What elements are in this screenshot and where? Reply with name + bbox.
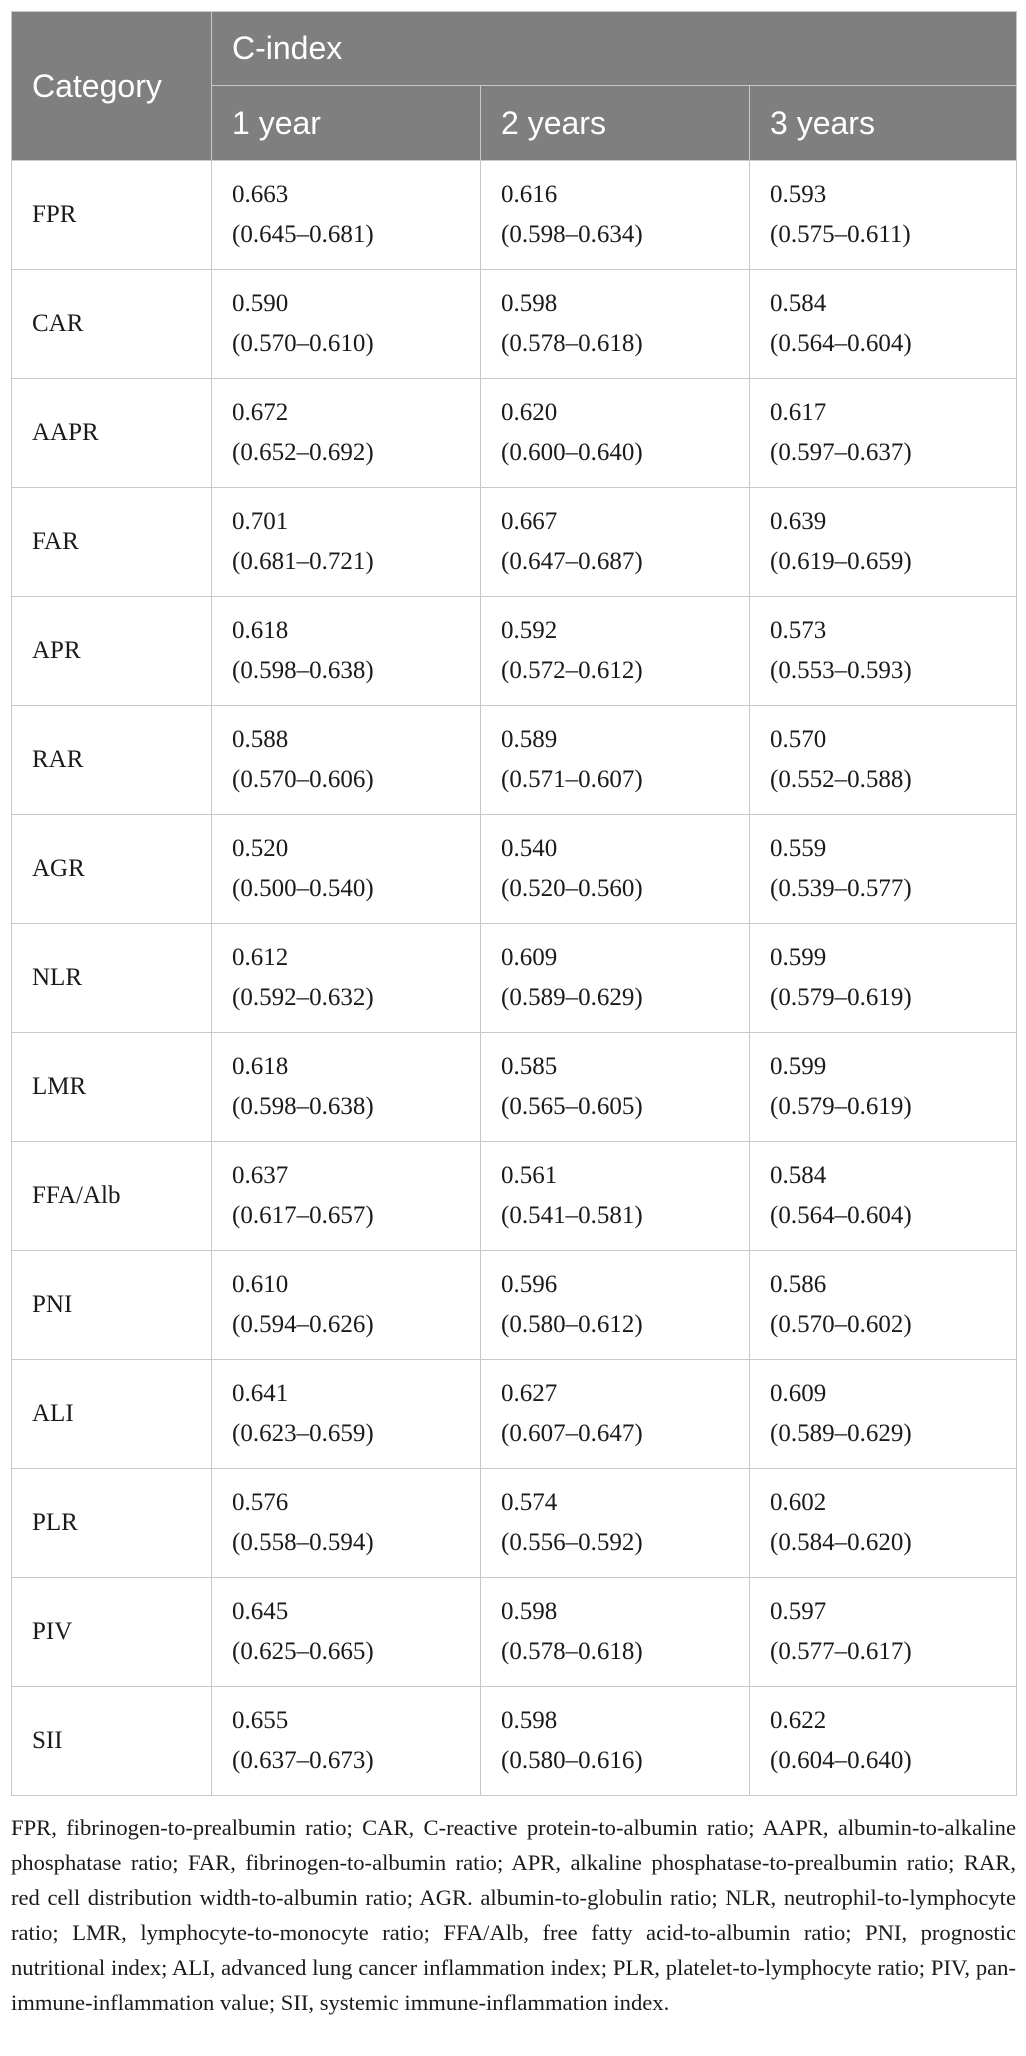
c-index-value: 0.599 [770, 1053, 827, 1080]
c-index-cell [212, 706, 481, 815]
c-index-cell [481, 1142, 750, 1251]
c-index-cell [212, 815, 481, 924]
confidence-interval: (0.589–0.629) [770, 1420, 912, 1447]
c-index-cell [750, 1142, 1017, 1251]
confidence-interval: (0.570–0.610) [232, 330, 374, 357]
confidence-interval: (0.570–0.606) [232, 766, 374, 793]
c-index-cell [481, 1578, 750, 1687]
confidence-interval: (0.552–0.588) [770, 766, 912, 793]
confidence-interval: (0.589–0.629) [501, 984, 643, 1011]
row-category: FFA/Alb [12, 1142, 212, 1251]
row-category: PLR [12, 1469, 212, 1578]
c-index-value: 0.540 [501, 835, 558, 862]
c-index-cell [212, 597, 481, 706]
c-index-value: 0.599 [770, 944, 827, 971]
table-row [12, 706, 1017, 815]
c-index-cell [750, 706, 1017, 815]
row-category: SII [12, 1687, 212, 1796]
c-index-cell [212, 1469, 481, 1578]
c-index-value: 0.586 [770, 1271, 827, 1298]
c-index-cell [750, 815, 1017, 924]
c-index-value: 0.620 [501, 399, 558, 426]
c-index-cell [481, 1251, 750, 1360]
confidence-interval: (0.564–0.604) [770, 1202, 912, 1229]
c-index-value: 0.618 [232, 1053, 289, 1080]
confidence-interval: (0.556–0.592) [501, 1529, 643, 1556]
c-index-value: 0.617 [770, 399, 827, 426]
c-index-value: 0.641 [232, 1380, 289, 1407]
confidence-interval: (0.541–0.581) [501, 1202, 643, 1229]
confidence-interval: (0.577–0.617) [770, 1638, 912, 1665]
c-index-value: 0.596 [501, 1271, 558, 1298]
confidence-interval: (0.571–0.607) [501, 766, 643, 793]
table-row [12, 379, 1017, 488]
row-category: AGR [12, 815, 212, 924]
c-index-value: 0.570 [770, 726, 827, 753]
table-row [12, 488, 1017, 597]
c-index-value: 0.639 [770, 508, 827, 535]
confidence-interval: (0.598–0.638) [232, 1093, 374, 1120]
c-index-cell [481, 1033, 750, 1142]
c-index-cell [481, 270, 750, 379]
confidence-interval: (0.558–0.594) [232, 1529, 374, 1556]
c-index-value: 0.598 [501, 1707, 558, 1734]
confidence-interval: (0.553–0.593) [770, 657, 912, 684]
header-period-3: 3 years [750, 86, 1017, 161]
confidence-interval: (0.584–0.620) [770, 1529, 912, 1556]
table-row [12, 815, 1017, 924]
row-category: LMR [12, 1033, 212, 1142]
c-index-value: 0.610 [232, 1271, 289, 1298]
table-row [12, 1687, 1017, 1796]
c-index-cell [212, 924, 481, 1033]
row-category: FAR [12, 488, 212, 597]
confidence-interval: (0.575–0.611) [770, 221, 911, 248]
confidence-interval: (0.580–0.616) [501, 1747, 643, 1774]
c-index-cell [212, 1033, 481, 1142]
confidence-interval: (0.579–0.619) [770, 1093, 912, 1120]
c-index-value: 0.561 [501, 1162, 558, 1189]
confidence-interval: (0.607–0.647) [501, 1420, 643, 1447]
c-index-value: 0.520 [232, 835, 289, 862]
c-index-value: 0.573 [770, 617, 827, 644]
confidence-interval: (0.572–0.612) [501, 657, 643, 684]
c-index-cell [481, 1360, 750, 1469]
c-index-value: 0.593 [770, 181, 827, 208]
confidence-interval: (0.578–0.618) [501, 330, 643, 357]
c-index-value: 0.637 [232, 1162, 289, 1189]
confidence-interval: (0.565–0.605) [501, 1093, 643, 1120]
row-category: PIV [12, 1578, 212, 1687]
confidence-interval: (0.600–0.640) [501, 439, 643, 466]
confidence-interval: (0.598–0.638) [232, 657, 374, 684]
c-index-cell [481, 924, 750, 1033]
c-index-cell [750, 1033, 1017, 1142]
c-index-value: 0.588 [232, 726, 289, 753]
header-category: Category [12, 12, 212, 161]
c-index-value: 0.627 [501, 1380, 558, 1407]
c-index-value: 0.576 [232, 1489, 289, 1516]
confidence-interval: (0.604–0.640) [770, 1747, 912, 1774]
c-index-value: 0.559 [770, 835, 827, 862]
row-category: NLR [12, 924, 212, 1033]
table-row [12, 597, 1017, 706]
c-index-cell [750, 488, 1017, 597]
row-category: FPR [12, 161, 212, 270]
c-index-value: 0.645 [232, 1598, 289, 1625]
c-index-cell [212, 161, 481, 270]
row-category: CAR [12, 270, 212, 379]
c-index-cell [750, 1360, 1017, 1469]
confidence-interval: (0.539–0.577) [770, 875, 912, 902]
c-index-cell [481, 488, 750, 597]
c-index-cell [750, 924, 1017, 1033]
c-index-value: 0.592 [501, 617, 558, 644]
table-row [12, 1033, 1017, 1142]
c-index-cell [212, 1687, 481, 1796]
confidence-interval: (0.597–0.637) [770, 439, 912, 466]
c-index-value: 0.585 [501, 1053, 558, 1080]
c-index-cell [212, 488, 481, 597]
c-index-value: 0.609 [501, 944, 558, 971]
c-index-value: 0.672 [232, 399, 289, 426]
row-category: APR [12, 597, 212, 706]
c-index-value: 0.598 [501, 290, 558, 317]
table-row [12, 1578, 1017, 1687]
header-c-index: C-index [212, 12, 1017, 86]
table-row [12, 1251, 1017, 1360]
c-index-value: 0.584 [770, 1162, 827, 1189]
c-index-value: 0.589 [501, 726, 558, 753]
table-row [12, 924, 1017, 1033]
c-index-value: 0.616 [501, 181, 558, 208]
table-row [12, 1142, 1017, 1251]
c-index-cell [212, 1251, 481, 1360]
c-index-cell [481, 1469, 750, 1578]
c-index-value: 0.612 [232, 944, 289, 971]
table-row [12, 161, 1017, 270]
confidence-interval: (0.579–0.619) [770, 984, 912, 1011]
c-index-cell [212, 1142, 481, 1251]
table-header [12, 12, 1017, 161]
c-index-value: 0.602 [770, 1489, 827, 1516]
c-index-cell [750, 1251, 1017, 1360]
confidence-interval: (0.645–0.681) [232, 221, 374, 248]
c-index-cell [212, 1360, 481, 1469]
confidence-interval: (0.578–0.618) [501, 1638, 643, 1665]
table-footnote: FPR, fibrinogen-to-prealbumin ratio; CAR, C-reactive protein-to-albumin ratio; AAPR, albumin-to-alkaline phosphatase ratio; FAR, fibrinogen-to-albumin ratio; APR, alkaline phosphatase-to-prealbumin ratio; RAR, red cell distribution width-to-albumin ratio; AGR. albumin-to-globulin ratio; NLR, neutrophil-to-lymphocyte ratio; LMR, lymphocyte-to-monocyte ratio; FFA/Alb, free fatty acid-to-albumin ratio; PNI, prognostic nutritional index; ALI, advanced lung cancer inflammation index; PLR, platelet-to-lymphocyte ratio; PIV, pan-immune-inflammation value; SII, systemic immune-inflammation index. [11, 1815, 1016, 2015]
confidence-interval: (0.681–0.721) [232, 548, 374, 575]
confidence-interval: (0.520–0.560) [501, 875, 643, 902]
c-index-cell [481, 379, 750, 488]
c-index-cell [212, 270, 481, 379]
confidence-interval: (0.594–0.626) [232, 1311, 374, 1338]
c-index-cell [750, 270, 1017, 379]
c-index-value: 0.597 [770, 1598, 827, 1625]
c-index-cell [750, 161, 1017, 270]
c-index-cell [212, 1578, 481, 1687]
table-row [12, 1360, 1017, 1469]
c-index-cell [481, 815, 750, 924]
c-index-cell [481, 706, 750, 815]
confidence-interval: (0.619–0.659) [770, 548, 912, 575]
c-index-cell [212, 379, 481, 488]
header-row-group [12, 12, 1017, 86]
confidence-interval: (0.500–0.540) [232, 875, 374, 902]
confidence-interval: (0.625–0.665) [232, 1638, 374, 1665]
row-category: PNI [12, 1251, 212, 1360]
c-index-value: 0.618 [232, 617, 289, 644]
confidence-interval: (0.570–0.602) [770, 1311, 912, 1338]
confidence-interval: (0.592–0.632) [232, 984, 374, 1011]
c-index-cell [750, 379, 1017, 488]
c-index-cell [481, 597, 750, 706]
row-category: AAPR [12, 379, 212, 488]
c-index-value: 0.663 [232, 181, 289, 208]
c-index-cell [750, 1578, 1017, 1687]
confidence-interval: (0.623–0.659) [232, 1420, 374, 1447]
c-index-value: 0.622 [770, 1707, 827, 1734]
confidence-interval: (0.647–0.687) [501, 548, 643, 575]
confidence-interval: (0.580–0.612) [501, 1311, 643, 1338]
c-index-value: 0.701 [232, 508, 289, 535]
c-index-value: 0.590 [232, 290, 289, 317]
header-period-2: 2 years [481, 86, 750, 161]
row-category: RAR [12, 706, 212, 815]
c-index-value: 0.584 [770, 290, 827, 317]
header-period-1: 1 year [212, 86, 481, 161]
c-index-cell [481, 161, 750, 270]
confidence-interval: (0.637–0.673) [232, 1747, 374, 1774]
c-index-value: 0.598 [501, 1598, 558, 1625]
c-index-value: 0.667 [501, 508, 558, 535]
confidence-interval: (0.652–0.692) [232, 439, 374, 466]
c-index-table-container [11, 11, 1016, 1796]
table-row [12, 1469, 1017, 1578]
row-category: ALI [12, 1360, 212, 1469]
c-index-cell [750, 1469, 1017, 1578]
c-index-cell [481, 1687, 750, 1796]
c-index-value: 0.655 [232, 1707, 289, 1734]
c-index-value: 0.574 [501, 1489, 558, 1516]
table-row [12, 270, 1017, 379]
c-index-table [11, 11, 1017, 1796]
table-body [12, 161, 1017, 1796]
confidence-interval: (0.617–0.657) [232, 1202, 374, 1229]
c-index-value: 0.609 [770, 1380, 827, 1407]
confidence-interval: (0.598–0.634) [501, 221, 643, 248]
confidence-interval: (0.564–0.604) [770, 330, 912, 357]
c-index-cell [750, 1687, 1017, 1796]
c-index-cell [750, 597, 1017, 706]
